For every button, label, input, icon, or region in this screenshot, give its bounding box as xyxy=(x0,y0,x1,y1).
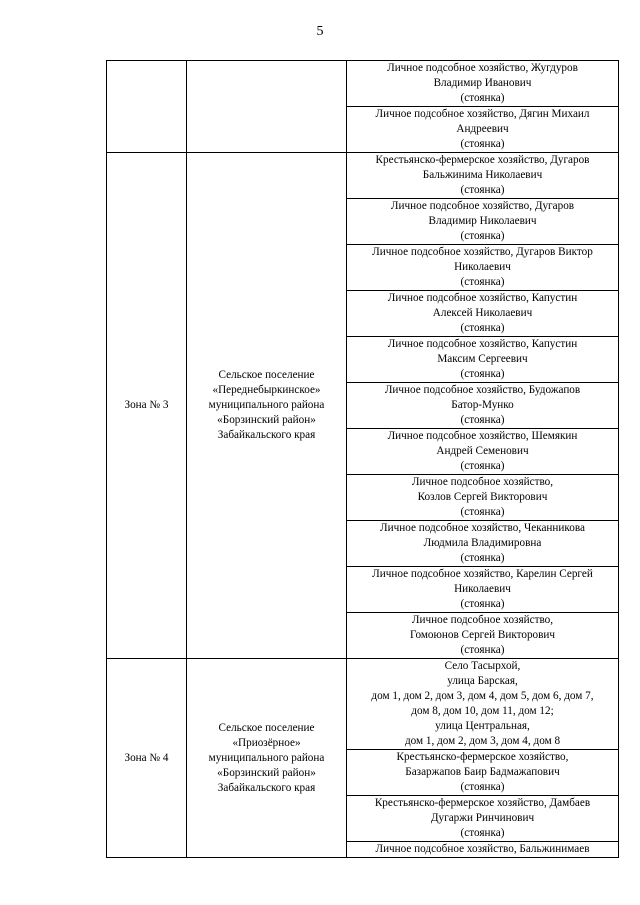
settlement-line: муниципального района xyxy=(208,751,325,764)
entity-cell xyxy=(347,153,619,199)
entity-line: Алексей Николаевич xyxy=(432,307,533,319)
zone-label: Зона № 4 xyxy=(124,751,169,764)
entity-line: Личное подсобное хозяйство, Чеканникова xyxy=(380,522,585,534)
zones-table xyxy=(106,60,619,858)
entity-cell xyxy=(347,750,619,796)
entity-line: Владимир Иванович xyxy=(433,77,532,89)
page-number: 5 xyxy=(316,24,324,39)
entity-cell xyxy=(347,613,619,659)
entity-line: дом 1, дом 2, дом 3, дом 4, дом 5, дом 6, дом 7, xyxy=(371,690,594,702)
entity-cell xyxy=(347,659,619,750)
zone-cell xyxy=(107,153,187,659)
table-row xyxy=(107,659,619,750)
table-row xyxy=(107,61,619,107)
zone-label: Зона № 3 xyxy=(124,399,169,411)
entity-cell xyxy=(347,475,619,521)
settlement-cell xyxy=(187,659,347,858)
entity-cell xyxy=(347,61,619,107)
entity-line: улица Центральная, xyxy=(435,720,530,732)
entity-line: Андрей Семенович xyxy=(436,445,529,457)
entity-line: Андреевич xyxy=(456,123,509,135)
entity-line: Личное подсобное хозяйство, Будожапов xyxy=(384,384,581,396)
settlement-line: Забайкальского края xyxy=(217,781,316,794)
entity-line: Личное подсобное хозяйство, Дугаров Виктор xyxy=(372,246,593,258)
entity-line: Козлов Сергей Викторович xyxy=(417,491,548,503)
entity-cell xyxy=(347,842,619,858)
settlement-cell xyxy=(187,61,347,153)
entity-line: (стоянка) xyxy=(460,552,505,564)
entity-cell xyxy=(347,383,619,429)
entity-line: Личное подсобное хозяйство, Капустин xyxy=(387,292,578,304)
entity-cell xyxy=(347,245,619,291)
entity-line: Личное подсобное хозяйство, xyxy=(411,614,554,626)
entity-cell xyxy=(347,567,619,613)
entity-line: Крестьянско-фермерское хозяйство, Дугаров xyxy=(375,154,590,166)
entity-line: Базаржапов Баир Бадмажапович xyxy=(405,766,560,778)
entity-line: Батор-Мунко xyxy=(451,399,514,411)
entity-cell xyxy=(347,337,619,383)
entity-cell xyxy=(347,796,619,842)
entity-cell xyxy=(347,199,619,245)
entity-line: (стоянка) xyxy=(460,827,505,839)
entity-line: Дугаржи Ринчинович xyxy=(430,812,535,824)
entity-line: (стоянка) xyxy=(460,368,505,380)
entity-line: Личное подсобное хозяйство, Дугаров xyxy=(390,200,575,212)
entity-line: (стоянка) xyxy=(460,276,505,288)
entity-line: (стоянка) xyxy=(460,138,505,150)
settlement-line: Сельское поселение xyxy=(218,721,315,734)
settlement-line: Сельское поселение xyxy=(218,369,315,381)
entity-line: (стоянка) xyxy=(460,230,505,242)
entity-line: Владимир Николаевич xyxy=(428,215,537,227)
entity-line: дом 1, дом 2, дом 3, дом 4, дом 8 xyxy=(404,735,561,747)
entity-cell xyxy=(347,429,619,475)
settlement-line: «Борзинский район» xyxy=(217,766,316,779)
entity-line: Личное подсобное хозяйство, Шемякин xyxy=(387,430,578,442)
entity-line: дом 8, дом 10, дом 11, дом 12; xyxy=(411,705,554,717)
entity-line: Гомоюнов Сергей Викторович xyxy=(409,629,556,641)
zones-table-body xyxy=(107,61,619,858)
entity-line: Село Тасырхой, xyxy=(444,660,521,672)
entity-line: Крестьянско-фермерское хозяйство, xyxy=(396,751,569,763)
entity-line: (стоянка) xyxy=(460,644,505,656)
zone-cell xyxy=(107,61,187,153)
entity-line: (стоянка) xyxy=(460,781,505,793)
entity-cell xyxy=(347,521,619,567)
entity-line: (стоянка) xyxy=(460,414,505,426)
settlement-line: Забайкальского края xyxy=(217,429,316,441)
settlement-line: «Приозёрное» xyxy=(232,736,301,749)
entity-cell xyxy=(347,107,619,153)
entity-cell xyxy=(347,291,619,337)
entity-line: Личное подсобное хозяйство, xyxy=(411,476,554,488)
entity-line: Личное подсобное хозяйство, Жугдуров xyxy=(387,62,578,74)
entity-line: Личное подсобное хозяйство, Дягин Михаил xyxy=(375,108,590,120)
entity-line: Максим Сергеевич xyxy=(437,353,528,365)
entity-line: Личное подсобное хозяйство, Бальжинимаев xyxy=(375,843,590,855)
entity-line: (стоянка) xyxy=(460,460,505,472)
entity-line: (стоянка) xyxy=(460,184,505,196)
entity-line: (стоянка) xyxy=(460,598,505,610)
entity-line: Николаевич xyxy=(454,583,511,595)
entity-line: Крестьянско-фермерское хозяйство, Дамбаев xyxy=(374,797,591,809)
entity-line: (стоянка) xyxy=(460,92,505,104)
entity-line: Николаевич xyxy=(454,261,511,273)
entity-line: (стоянка) xyxy=(460,506,505,518)
settlement-line: «Переднебыркинское» xyxy=(212,384,321,396)
settlement-cell xyxy=(187,153,347,659)
settlement-line: муниципального района xyxy=(208,399,325,411)
entity-line: улица Барская, xyxy=(447,675,518,687)
zone-cell xyxy=(107,659,187,858)
entity-line: (стоянка) xyxy=(460,322,505,334)
entity-line: Людмила Владимировна xyxy=(423,537,542,549)
table-row xyxy=(107,153,619,199)
settlement-line: «Борзинский район» xyxy=(217,414,316,426)
entity-line: Личное подсобное хозяйство, Карелин Сергей xyxy=(372,568,593,580)
entity-line: Бальжинима Николаевич xyxy=(422,169,543,181)
entity-line: Личное подсобное хозяйство, Капустин xyxy=(387,338,578,350)
